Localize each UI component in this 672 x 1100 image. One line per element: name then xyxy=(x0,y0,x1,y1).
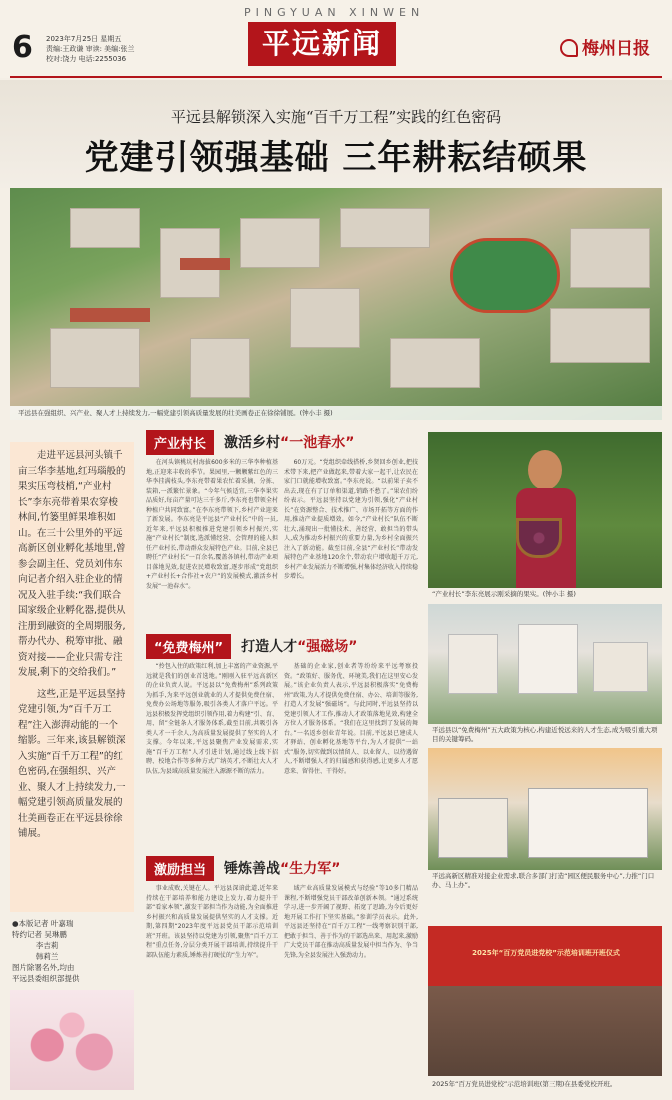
credit-line: 李吉莉 xyxy=(12,941,59,950)
section-title: 平远新闻 xyxy=(248,22,396,66)
masthead-rule xyxy=(10,76,662,78)
page-number: 6 xyxy=(12,30,33,65)
section1-column-2: 60万元。“党组织牵线搭桥,乡贤回乡创业,把技术带下来,把产业做起来,带着大家一起干,让农民在家门口就能增收致富。”李东亮说。“以前果子卖不出去,现在有了订单和渠道,销路不愁了。”果农们纷纷表示。平远县坚持以党建为引领,强化“产业村长”在资源整合、技术推广、市场开拓等方面的作用,推动产业提质增效。如今,“产业村长”队伍不断壮大,涌现出一批懂技术、善经营、敢担当的带头人,成为推动乡村振兴的重要力量,为乡村全面振兴注入了新动能。截至目前,全县“产业村长”带动发展特色产业基地120余个,带动农户增收超千万元,乡村产业发展活力不断增强,村集体经济收入持续稳步增长。 xyxy=(284,459,418,580)
section2-title: 打造人才“强磁场” xyxy=(241,639,358,655)
section-kicker: PINGYUAN XINWEN xyxy=(244,6,425,19)
meta-editors: 责编:王政谦 审读: 美编:张兰 xyxy=(46,45,135,53)
section3-column-2: 域产业高质量发展模式与经验”等10多门精品课程,不断增强党员干部改革创新本领。“通过系统学习,进一步开阔了视野、拓宽了思路,为今后更好地开展工作打下坚实基础。”参训学员表示。此外,平远县还坚持在“百千万工程”一线考察识别干部,把敢于担当、善于作为的干部选出来、用起来,激励广大党员干部在推动高质量发展中担当作为、争当先锋,为全县发展注入强劲动力。 xyxy=(284,885,418,959)
masthead xyxy=(0,0,672,78)
fruit-photo xyxy=(10,990,134,1090)
farmer-figure xyxy=(528,450,562,490)
section3-column-1: 事业成败,关键在人。平远县深谙此道,近年来持续在干部培养和能力建设上发力,着力提升干部“看家本领”,激发干部担当作为动能,为全面推进乡村振兴和高质量发展提供坚实的人才支撑。近期,第四期“2023年度平远县党员干部示范培训班”开班。该县坚持以党建为引领,聚焦“百千万工程”重点任务,分层分类开展干部培训,持续提升干部队伍能力素质,锤炼善打硬仗的“生力军”。 xyxy=(146,885,278,959)
section3-heading xyxy=(146,856,340,880)
section2-column-1: “拎包入住的政策红利,加上丰富的产业资源,平远就是我们的创业首选地。”刚刚入驻平远高新区的企业负责人说。平远县以“免费梅州”系列政策为抓手,为来平远创业就业的人才提供免费住宿、免费办公场地等服务,吸引各类人才落户平远。平远县积极发挥党组织引领作用,着力构建“引、育、用、留”全链条人才服务体系,截至目前,共吸引各类人才一千余人,为高质量发展提供了坚实的人才支撑。今年以来,平远县聚焦产业发展需求,实施“百千万工程”人才引进计划,通过线上线下招聘、校地合作等多种方式广纳英才,不断壮大人才队伍,为县域高质量发展注入源源不断的活力。 xyxy=(146,663,278,775)
hightech-zone-photo xyxy=(428,604,662,724)
credit-line: ●本版记者 叶嘉瑞 xyxy=(12,919,74,928)
paper-logo xyxy=(560,34,650,59)
section2-column-2: 基础的企业家,创业者等纷纷来平远考察投资。“政策好、服务优、环境美,我们在这里安心发展。”该企业负责人表示,平远县积极落实“免费梅州”政策,为人才提供免费住宿、办公、培训等服务,打造人才发展“强磁场”。与此同时,平远县坚持以党建引领人才工作,推动人才政策落地见效,构建全方位人才服务体系。“我们在这里找到了发展的舞台。”一名返乡创业青年说。目前,平远县已建成人才驿站、创业孵化基地等平台,为人才提供“一站式”服务,切实做到以情留人、以业留人、以待遇留人,不断增强人才的归属感和获得感,让更多人才愿意来、留得住、干得好。 xyxy=(284,663,418,775)
intro-paragraph-2: 这些,正是平远县坚持党建引领,为“百千万工程”注入澎湃动能的一个缩影。三年来,该县解锁深入实施“百千万工程”的红色密码,在强组织、兴产业、聚人才上持续发力,一幅党建引领高质量发展的壮美画卷正在平远县徐徐铺展。 xyxy=(18,688,126,839)
meta-date: 2023年7月25日 星期五 xyxy=(46,35,122,43)
credit-line: 特约记者 吴琳鹏 xyxy=(12,930,67,939)
hightech-zone-caption: 平远县以“免费梅州”五大政策为核心,构建近悦远来的人才生态,成为吸引重大项目的关键筹码。 xyxy=(432,726,658,743)
credit-line: 韩莉兰 xyxy=(12,952,59,961)
section3-tag: 激励担当 xyxy=(146,856,214,881)
section3-title: 锤炼善战“生力军” xyxy=(224,861,341,877)
section2-heading xyxy=(146,634,358,658)
section2-tag: “免费梅州” xyxy=(146,634,231,659)
service-center-photo xyxy=(428,748,662,870)
subheadline: 平远县解锁深入实施“百千万工程”实践的红色密码 xyxy=(170,108,502,126)
meta-proofreader: 校对:饶力 电话:2255036 xyxy=(46,55,127,63)
main-headline: 党建引领强基础 三年耕耘结硕果 xyxy=(84,138,588,178)
section1-tag: 产业村长 xyxy=(146,430,214,455)
training-class-caption: 2025年“百万党员进党校”示范培训班(第三期)在县委党校开班。 xyxy=(432,1080,617,1088)
plum-logo-icon xyxy=(560,39,578,57)
credit-line: 平远县委组织部提供 xyxy=(12,974,80,983)
section1-title: 激活乡村“一池春水” xyxy=(224,435,355,451)
training-banner: 2025年“百万党员进党校”示范培训班开班仪式 xyxy=(472,949,620,957)
page-meta xyxy=(46,34,135,64)
article-credits xyxy=(12,918,134,984)
headline-area xyxy=(0,80,672,188)
farmer-photo xyxy=(428,432,662,588)
training-class-photo xyxy=(428,926,662,1076)
paper-name: 梅州日报 xyxy=(582,39,650,59)
intro-paragraph-1: 走进平远县河头镇千亩三华李基地,红玛瑙般的果实压弯枝梢,“产业村长”李东亮带着果农穿梭林间,竹篓里鲜果堆积如山。在三十公里外的平远高新区创业孵化基地里,曾参会副主任、党员刘伟东向记者介绍入驻企业的情况及入驻手续:“我们联合国家级企业孵化器,提供从注册到融资的全周期服务,帮办代办、税筹审批、融资对接——企业只需专注发展,剩下的交给我们。” xyxy=(18,450,126,678)
section1-heading xyxy=(146,430,354,454)
hero-aerial-photo xyxy=(10,188,662,420)
hero-caption: 平远县在强组织、兴产业、聚人才上持续发力,一幅党建引领高质量发展的壮美画卷正在徐徐铺展。(钟小丰 摄) xyxy=(10,406,662,420)
fruit-basket xyxy=(516,518,562,558)
service-center-caption: 平远高新区精准对接企业需求,联合多部门打造“园区便民服务中心”,力推“门口办、马上办”。 xyxy=(432,872,655,889)
farmer-photo-caption: “产业村长”李东亮展示刚采摘的果实。(钟小丰 摄) xyxy=(432,590,576,598)
credit-line: 图片除署名外,均由 xyxy=(12,963,75,972)
section1-column-1: 在河头镇桃坑村海拔600多米的三华李种植基地,正迎来丰收的季节。果园里,一颗颗紫红色的三华李挂满枝头,李东亮带着果农忙着采摘、分拣、装箱,一派繁忙景象。“今年气候适宜,三华李果实品质好,每亩产量可达三千多斤,李东亮也带领全村种植户共同致富。”在李东亮带领下,乡村产业迎来了新发展。李东亮是平远县“产业村长”中的一员,近年来,平远县积极推进党建引领乡村振兴,实施“产业村长”制度,选派懂经营、会管理的能人担任产业村长,带动群众发展特色产业。目前,全县已聘任“产业村长”一百余名,覆盖各镇村,带动产业项目落地见效,促进农民增收致富,逐步形成“党组织+产业村长+合作社+农户”的发展模式,激活乡村发展“一池春水”。 xyxy=(146,459,278,590)
intro-sidebar xyxy=(10,442,134,912)
